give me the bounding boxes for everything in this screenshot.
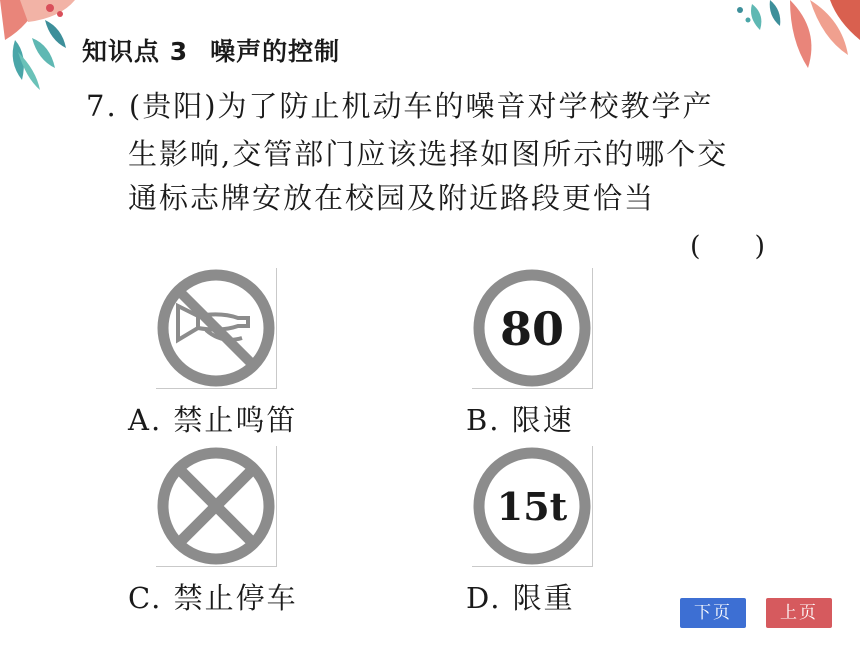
question-line-3: 通标志牌安放在校园及附近路段更恰当 [128,181,656,215]
question-line-1: 7. (贵阳)为了防止机动车的噪音对学校教学产 [86,89,714,123]
question-line-2: 生影响,交管部门应该选择如图所示的哪个交 [128,137,729,171]
weight-limit-sign-icon [472,446,592,566]
option-c-label: C. 禁止停车 [128,581,298,615]
top-right-leaf-decoration [730,0,860,70]
speed-limit-sign-icon [472,268,592,388]
knowledge-point-label: 知识点 3 [82,37,189,66]
answer-blank: ( ) [690,231,766,262]
option-a-label: A. 禁止鸣笛 [128,403,298,437]
no-honking-sign-icon [156,268,276,388]
prev-page-button[interactable]: 上页 [766,598,832,628]
no-parking-sign-icon [156,446,276,566]
section-title: 噪声的控制 [210,37,341,66]
section-heading [82,32,340,68]
option-b-label: B. 限速 [466,403,574,437]
weight-limit-value: 15t [496,484,568,529]
next-page-button[interactable]: 下页 [680,598,746,628]
speed-limit-value: 80 [499,302,565,356]
option-d-label: D. 限重 [466,581,575,615]
